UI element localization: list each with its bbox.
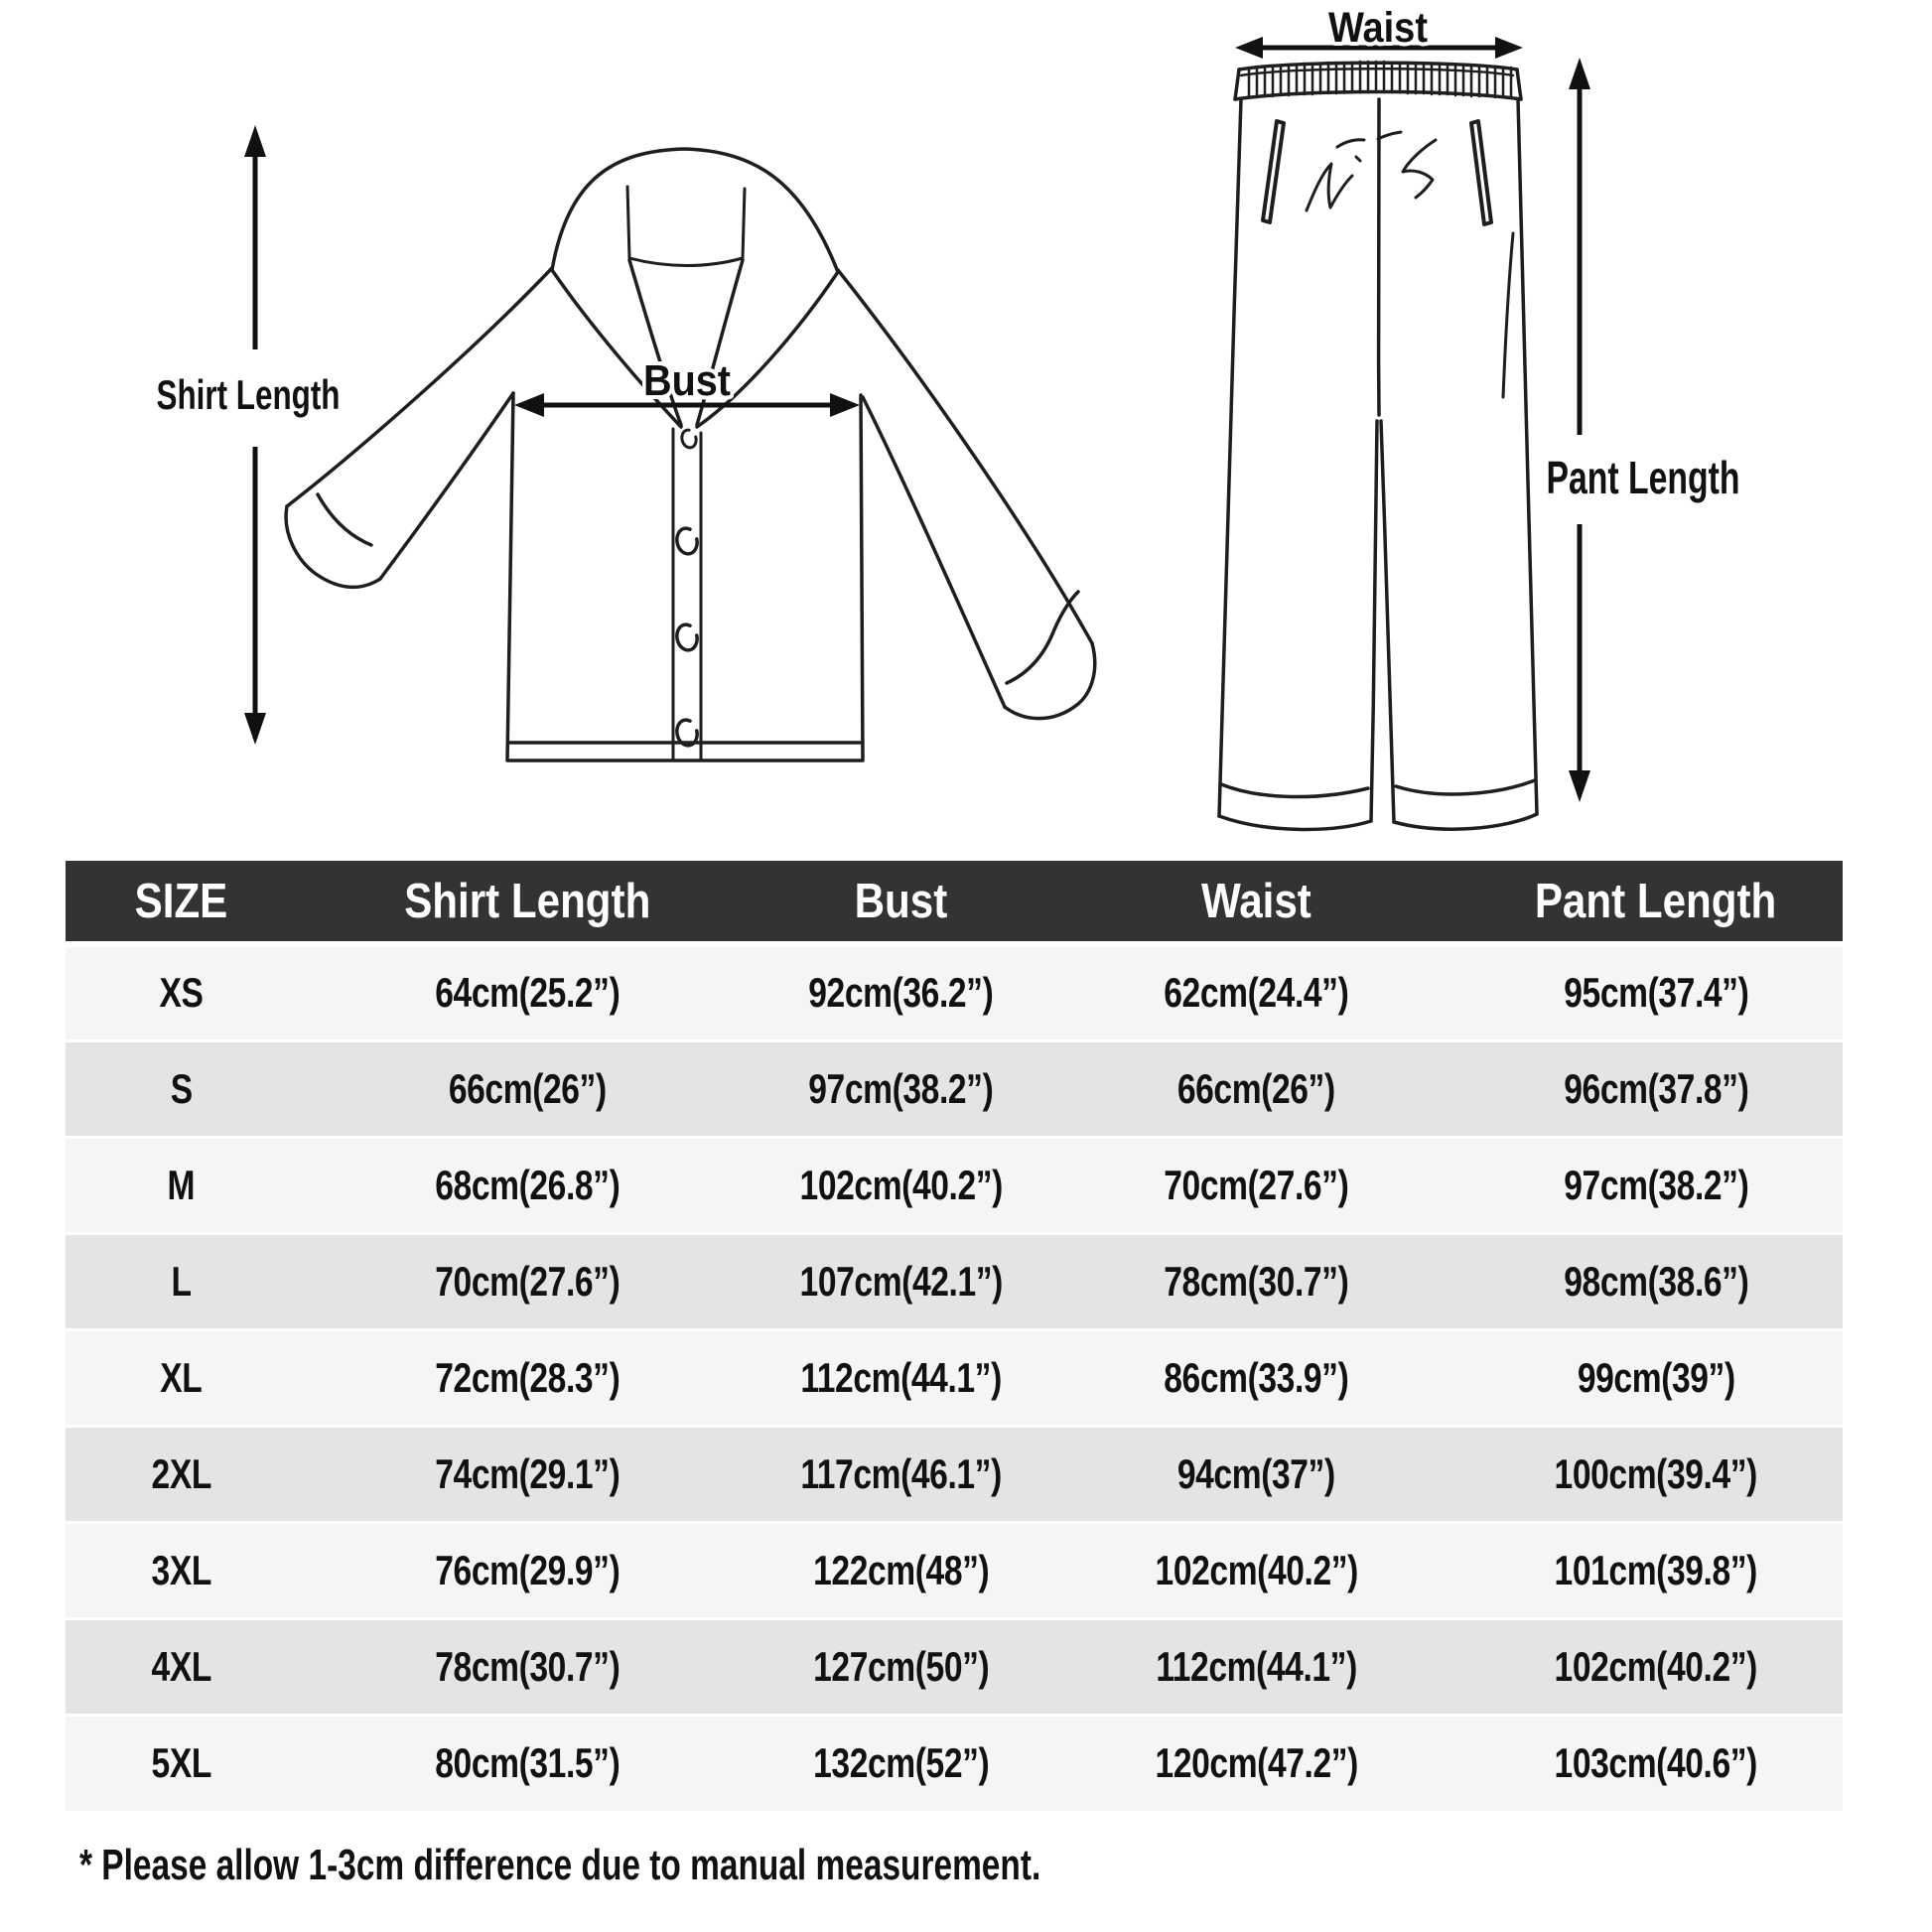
cell-waist: 112cm(44.1”): [1042, 1618, 1469, 1715]
cell-size: S: [66, 1040, 297, 1137]
cell-pant-length: 97cm(38.2”): [1469, 1137, 1843, 1233]
cell-size: L: [66, 1233, 297, 1329]
table-row-xl: [66, 1329, 1843, 1426]
table-row-xs: [66, 944, 1843, 1040]
header-size: [66, 861, 297, 944]
size-diagram-canvas: [0, 0, 1932, 856]
header-shirt-length: [297, 861, 759, 944]
cell-size: XS: [66, 944, 297, 1040]
cell-shirt-length: 76cm(29.9”): [297, 1522, 759, 1618]
cell-waist: 94cm(37”): [1042, 1426, 1469, 1522]
waist-label: Waist: [1328, 4, 1428, 52]
cell-bust: 97cm(38.2”): [759, 1040, 1042, 1137]
cell-shirt-length: 74cm(29.1”): [297, 1426, 759, 1522]
cell-bust: 112cm(44.1”): [759, 1329, 1042, 1426]
table-row-5xl: [66, 1715, 1843, 1811]
table-row-m: [66, 1137, 1843, 1233]
table-row-2xl: [66, 1426, 1843, 1522]
pant-length-arrow: [1569, 58, 1590, 802]
table-header-row: [66, 861, 1843, 944]
cell-size: 2XL: [66, 1426, 297, 1522]
cell-shirt-length: 64cm(25.2”): [297, 944, 759, 1040]
cell-bust: 127cm(50”): [759, 1618, 1042, 1715]
measurement-note-text: * Please allow 1-3cm difference due to manual measurement.: [79, 1841, 1041, 1889]
cell-shirt-length: 66cm(26”): [297, 1040, 759, 1137]
pajama-pants-drawing: [1219, 62, 1537, 829]
header-size-label: SIZE: [134, 874, 228, 928]
header-pant-length-label: Pant Length: [1535, 874, 1777, 928]
cell-bust: 132cm(52”): [759, 1715, 1042, 1811]
cell-size: 3XL: [66, 1522, 297, 1618]
cell-waist: 86cm(33.9”): [1042, 1329, 1469, 1426]
cell-shirt-length: 70cm(27.6”): [297, 1233, 759, 1329]
cell-pant-length: 101cm(39.8”): [1469, 1522, 1843, 1618]
cell-size: 4XL: [66, 1618, 297, 1715]
cell-pant-length: 95cm(37.4”): [1469, 944, 1843, 1040]
header-pant-length: [1469, 861, 1843, 944]
header-waist: [1042, 861, 1469, 944]
cell-bust: 122cm(48”): [759, 1522, 1042, 1618]
cell-waist: 66cm(26”): [1042, 1040, 1469, 1137]
pant-length-label: Pant Length: [1546, 452, 1740, 503]
shirt-length-label: Shirt Length: [156, 371, 341, 418]
cell-pant-length: 99cm(39”): [1469, 1329, 1843, 1426]
table-row-s: [66, 1040, 1843, 1137]
header-bust: [759, 861, 1042, 944]
cell-waist: 78cm(30.7”): [1042, 1233, 1469, 1329]
cell-pant-length: 100cm(39.4”): [1469, 1426, 1843, 1522]
header-shirt-length-label: Shirt Length: [404, 874, 651, 928]
cell-shirt-length: 80cm(31.5”): [297, 1715, 759, 1811]
cell-size: XL: [66, 1329, 297, 1426]
cell-bust: 92cm(36.2”): [759, 944, 1042, 1040]
pajama-shirt-drawing: [286, 149, 1095, 760]
table-row-4xl: [66, 1618, 1843, 1715]
cell-bust: 107cm(42.1”): [759, 1233, 1042, 1329]
cell-shirt-length: 78cm(30.7”): [297, 1618, 759, 1715]
cell-size: M: [66, 1137, 297, 1233]
cell-waist: 102cm(40.2”): [1042, 1522, 1469, 1618]
measurement-diagram: [0, 0, 1932, 856]
header-waist-label: Waist: [1200, 874, 1311, 928]
bust-label: Bust: [643, 356, 732, 405]
cell-bust: 102cm(40.2”): [759, 1137, 1042, 1233]
header-bust-label: Bust: [854, 874, 948, 928]
cell-pant-length: 102cm(40.2”): [1469, 1618, 1843, 1715]
shirt-length-arrow: [244, 125, 266, 745]
table-row-3xl: [66, 1522, 1843, 1618]
cell-shirt-length: 72cm(28.3”): [297, 1329, 759, 1426]
measurement-note: [79, 1841, 1932, 1890]
cell-pant-length: 103cm(40.6”): [1469, 1715, 1843, 1811]
cell-bust: 117cm(46.1”): [759, 1426, 1042, 1522]
cell-size: 5XL: [66, 1715, 297, 1811]
size-chart-table: [66, 861, 1843, 1811]
table-row-l: [66, 1233, 1843, 1329]
cell-waist: 62cm(24.4”): [1042, 944, 1469, 1040]
cell-waist: 120cm(47.2”): [1042, 1715, 1469, 1811]
cell-pant-length: 98cm(38.6”): [1469, 1233, 1843, 1329]
cell-shirt-length: 68cm(26.8”): [297, 1137, 759, 1233]
cell-waist: 70cm(27.6”): [1042, 1137, 1469, 1233]
cell-pant-length: 96cm(37.8”): [1469, 1040, 1843, 1137]
